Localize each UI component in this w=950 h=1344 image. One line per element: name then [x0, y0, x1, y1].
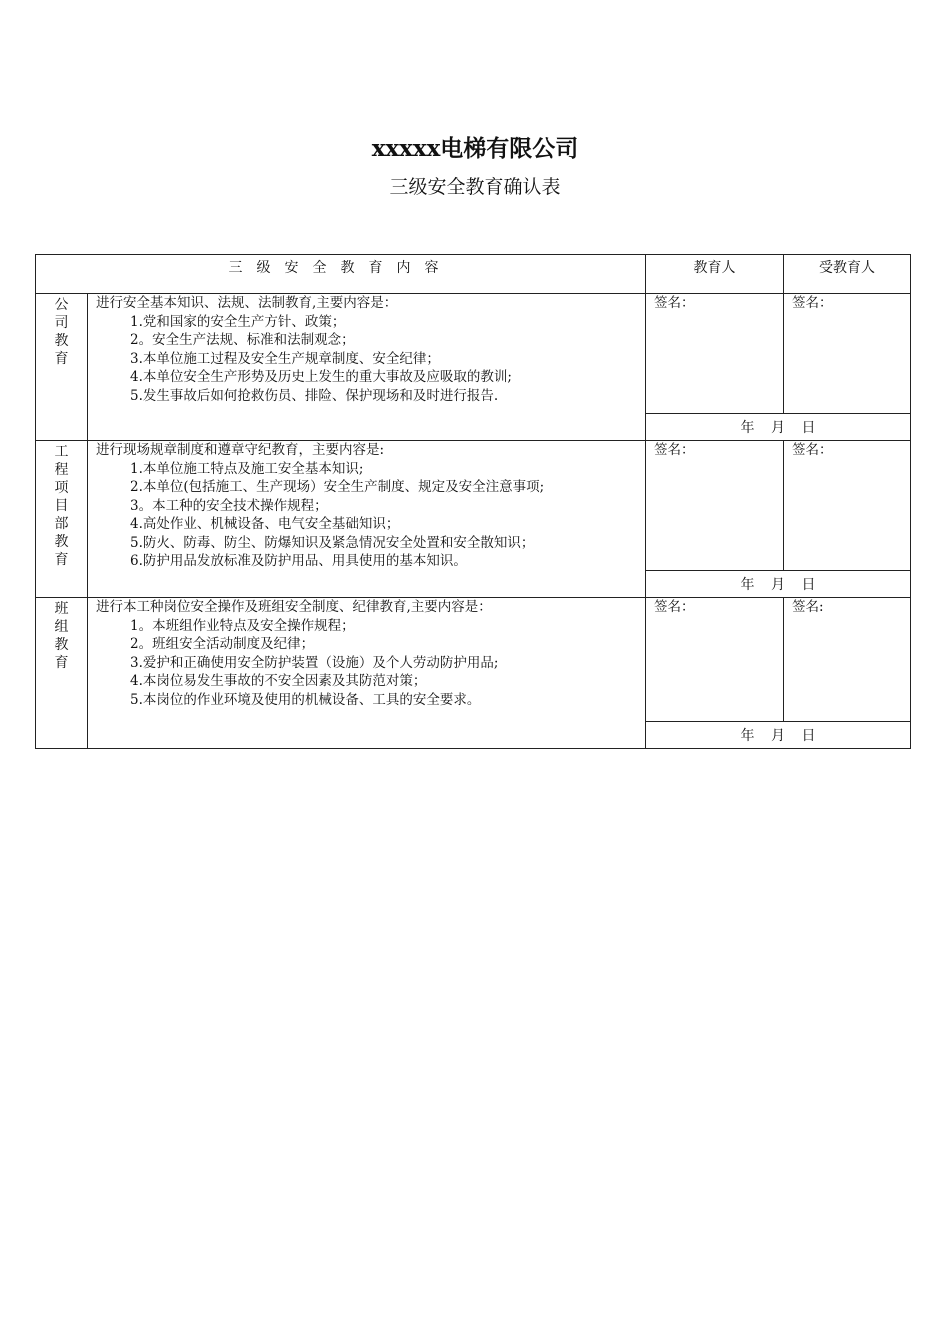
- section-row-project: [36, 441, 911, 571]
- header-educatee: 受教育人: [784, 255, 911, 294]
- header-content: 三级安全教育内容: [36, 255, 646, 294]
- educatee-signature-team[interactable]: 签名:: [784, 598, 911, 722]
- section-row-team: [36, 598, 911, 722]
- date-field-project[interactable]: 年 月 日: [646, 571, 911, 598]
- date-field-team[interactable]: 年 月 日: [646, 722, 911, 749]
- section-label-project: 工 程 项 目 部 教 育: [36, 441, 88, 598]
- education-confirmation-table: [35, 254, 911, 749]
- section-row-company: [36, 294, 911, 414]
- educator-signature-team[interactable]: 签名：: [646, 598, 784, 722]
- document-title: xxxxx电梯有限公司: [371, 135, 579, 162]
- educator-signature-company[interactable]: 签名：: [646, 294, 784, 414]
- educatee-signature-project[interactable]: 签名：: [784, 441, 911, 571]
- section-content-company: 进行安全基本知识、法规、法制教育,主要内容是： 1.党和国家的安全生产方针、政策； 2。安全生产法规、标准和法制观念； 3.本单位施工过程及安全生产规章制度、安全纪律； 4.本单位安全生产形势及历史上发生的重大事故及应吸取的教训; 5.发生事故后如何抢救伤员、排险、保护现场和及时进行报告.: [88, 294, 646, 441]
- table-header-row: [36, 255, 911, 294]
- header-educator: 教育人: [646, 255, 784, 294]
- section-label-team: 班 组 教 育: [36, 598, 88, 749]
- date-field-company[interactable]: 年 月 日: [646, 414, 911, 441]
- document-subtitle: 三级安全教育确认表: [389, 176, 561, 198]
- section-label-company: 公 司 教 育: [36, 294, 88, 441]
- section-content-project: 进行现场规章制度和遵章守纪教育，主要内容是: 1.本单位施工特点及施工安全基本知识; 2.本单位(包括施工、生产现场）安全生产制度、规定及安全注意事项; 3。本工种的安全技术操作规程； 4.高处作业、机械设备、电气安全基础知识； 5.防火、防毒、防尘、防爆知识及紧急情况安全处置和安全散知识； 6.防护用品发放标准及防护用品、用具使用的基本知识。: [88, 441, 646, 598]
- educator-signature-project[interactable]: 签名：: [646, 441, 784, 571]
- educatee-signature-company[interactable]: 签名：: [784, 294, 911, 414]
- section-content-team: 进行本工种岗位安全操作及班组安全制度、纪律教育,主要内容是： 1。本班组作业特点及安全操作规程； 2。班组安全活动制度及纪律； 3.爱护和正确使用安全防护装置（设施）及个人劳动防护用品; 4.本岗位易发生事故的不安全因素及其防范对策； 5.本岗位的作业环境及使用的机械设备、工具的安全要求。: [88, 598, 646, 749]
